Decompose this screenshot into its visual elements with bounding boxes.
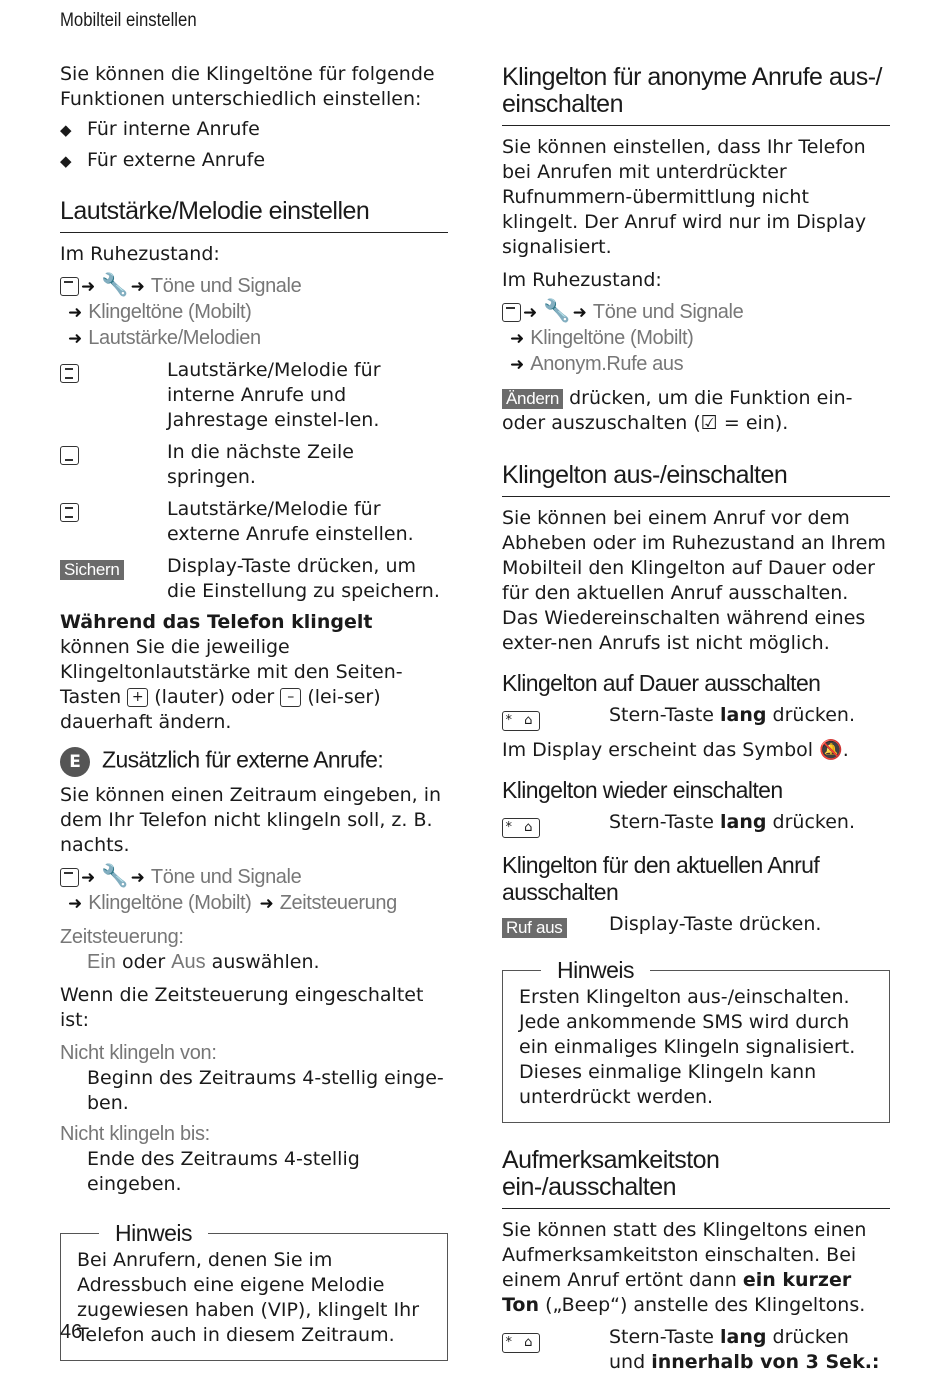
- arrow-icon: ➜: [68, 303, 83, 323]
- menu-path: ➜ 🔧 ➜ Töne und Signale ➜ Klingeltöne (Mobilt) ➜ Lautstärke/Melodien: [60, 273, 448, 352]
- list-item: ◆ Für externe Anrufe: [60, 148, 448, 174]
- instruction-row: * ⌂ Stern-Taste lang drücken.: [502, 703, 890, 731]
- subsection-title: Klingelton auf Dauer ausschalten: [502, 670, 821, 696]
- subsection-title: Klingelton wieder einschalten: [502, 777, 783, 803]
- instruction-row: Sichern Display-Taste drücken, um die Einstellung zu speichern.: [60, 554, 448, 604]
- aendern-text: Ändern drücken, um die Funktion ein- oder auszuschalten (☑ = ein).: [502, 387, 853, 434]
- nicht-klingeln-von-label: Nicht klingeln von:: [60, 1042, 217, 1064]
- hint-text: Ersten Klingelton aus-/einschalten. Jede ankommende SMS wird durch ein einmaliges Klingeln signalisiert. Dieses einmalige Klingeln kann unterdrückt werden.: [519, 986, 856, 1108]
- menu-path: ➜ 🔧 ➜ Töne und Signale ➜ Klingeltöne (Mobilt) ➜ Anonym.Rufe aus: [502, 299, 890, 378]
- wrench-icon: 🔧: [101, 273, 129, 298]
- hint-title: Hinweis: [541, 958, 650, 983]
- menu-path: ➜ 🔧 ➜ Töne und Signale ➜ Klingeltöne (Mobilt) ➜ Zeitsteuerung: [60, 864, 448, 917]
- instruction-row: * ⌂ Stern-Taste lang drücken.: [502, 810, 890, 838]
- wenn-text: Wenn die Zeitsteuerung eingeschaltet ist:: [60, 984, 424, 1031]
- display-symbol-text: Im Display erscheint das Symbol 🔕.: [502, 739, 849, 761]
- bullet-icon: ◆: [60, 152, 72, 170]
- section-title: Aufmerksamkeitston ein-/ausschalten: [502, 1147, 890, 1209]
- von-text: Beginn des Zeitraums 4-stellig einge-ben.: [87, 1067, 444, 1114]
- arrow-icon: ➜: [259, 894, 274, 914]
- subsection-title: Klingelton für den aktuellen Anruf ausschalten: [502, 852, 820, 905]
- intro-text: Sie können die Klingeltöne für folgende Funktionen unterschiedlich einstellen:: [60, 63, 435, 110]
- hint-box: [502, 957, 890, 1123]
- page-number: 46: [60, 1321, 83, 1343]
- idle-label: Im Ruhezustand:: [502, 269, 662, 291]
- bullet-list: [60, 117, 448, 174]
- checkbox-checked-icon: ☑: [700, 412, 718, 434]
- nicht-klingeln-bis-label: Nicht klingeln bis:: [60, 1123, 210, 1145]
- arrow-icon: ➜: [81, 868, 96, 888]
- list-item: ◆ Für interne Anrufe: [60, 117, 448, 143]
- plus-key-icon: +: [127, 688, 148, 707]
- arrow-icon: ➜: [130, 277, 145, 297]
- zeitsteuerung-options: Ein oder Aus auswählen.: [87, 951, 320, 973]
- ringer-off-icon: 🔕: [819, 739, 843, 761]
- external-calls-text: Sie können einen Zeitraum eingeben, in dem Ihr Telefon nicht klingeln soll, z. B. nachts.: [60, 784, 442, 856]
- ring-text: Sie können bei einem Anruf vor dem Abheben oder im Ruhezustand an Ihrem Mobilteil den Klingelton auf Dauer oder für den aktuellen Anruf ausschalten. Das Wiedereinschalten während eines exter-nen Anrufs ist nicht möglich.: [502, 507, 886, 654]
- arrow-icon: ➜: [68, 329, 83, 349]
- instruction-row: * ⌂ Stern-Taste lang drücken und innerhalb von 3 Sek.:: [502, 1325, 890, 1375]
- ringing-volume-text: Während das Telefon klingelt können Sie die jeweilige Klingeltonlautstärke mit den Seiten-Tasten + (lauter) oder – (lei-ser) dauerhaft ändern.: [60, 611, 403, 733]
- hint-box: [60, 1220, 448, 1361]
- softkey-sichern: Sichern: [60, 560, 124, 580]
- star-key-icon: * ⌂: [502, 711, 540, 731]
- bullet-icon: ◆: [60, 121, 72, 139]
- hint-title: Hinweis: [99, 1221, 208, 1246]
- arrow-icon: ➜: [510, 355, 525, 375]
- hint-text: Bei Anrufern, denen Sie im Adressbuch eine eigene Melodie zugewiesen haben (VIP), klingelt Ihr Telefon auch in diesem Zeitraum.: [77, 1249, 419, 1346]
- bis-text: Ende des Zeitraums 4-stellig eingeben.: [87, 1148, 360, 1195]
- arrow-icon: ➜: [81, 277, 96, 297]
- control-key-down-icon: [60, 446, 79, 465]
- softkey-aendern: Ändern: [502, 389, 563, 409]
- minus-key-icon: –: [280, 688, 301, 707]
- star-key-icon: * ⌂: [502, 818, 540, 838]
- running-header: Mobilteil einstellen: [60, 10, 197, 31]
- arrow-icon: ➜: [130, 868, 145, 888]
- attn-text: Sie können statt des Klingeltons einen Aufmerksamkeitston einschalten. Bei einem Anruf ertönt dann ein kurzer Ton („Beep“) anstelle des Klingeltons.: [502, 1219, 867, 1316]
- arrow-icon: ➜: [68, 894, 83, 914]
- instruction-row: In die nächste Zeile springen.: [60, 440, 448, 490]
- arrow-icon: ➜: [510, 329, 525, 349]
- menu-key-icon: [502, 303, 521, 322]
- control-key-updown-icon: [60, 503, 79, 522]
- star-key-icon: * ⌂: [502, 1333, 540, 1353]
- instruction-row: Lautstärke/Melodie für interne Anrufe und Jahrestage einstel-len.: [60, 358, 448, 433]
- section-title: Lautstärke/Melodie einstellen: [60, 198, 448, 233]
- external-calls-heading: E Zusätzlich für externe Anrufe:: [60, 747, 448, 777]
- anon-text: Sie können einstellen, dass Ihr Telefon bei Anrufen mit unterdrückter Rufnummern-übermittlung nicht klingelt. Der Anruf wird nur im Display signalisiert.: [502, 136, 867, 258]
- instruction-row: Lautstärke/Melodie für externe Anrufe einstellen.: [60, 497, 448, 547]
- section-title: Klingelton aus-/einschalten: [502, 462, 890, 497]
- wrench-icon: 🔧: [543, 299, 571, 324]
- wrench-icon: 🔧: [101, 864, 129, 889]
- idle-label: Im Ruhezustand:: [60, 243, 220, 265]
- menu-key-icon: [60, 868, 79, 887]
- zeitsteuerung-label: Zeitsteuerung:: [60, 926, 184, 948]
- arrow-icon: ➜: [572, 303, 587, 323]
- right-column: [502, 62, 890, 1375]
- section-title: Klingelton für anonyme Anrufe aus-/ einschalten: [502, 64, 890, 126]
- control-key-updown-icon: [60, 364, 79, 383]
- softkey-ruf-aus: Ruf aus: [502, 918, 567, 938]
- instruction-row: Ruf aus Display-Taste drücken.: [502, 912, 890, 940]
- menu-key-icon: [60, 277, 79, 296]
- extension-icon: E: [60, 747, 90, 777]
- left-column: [60, 62, 448, 1361]
- arrow-icon: ➜: [523, 303, 538, 323]
